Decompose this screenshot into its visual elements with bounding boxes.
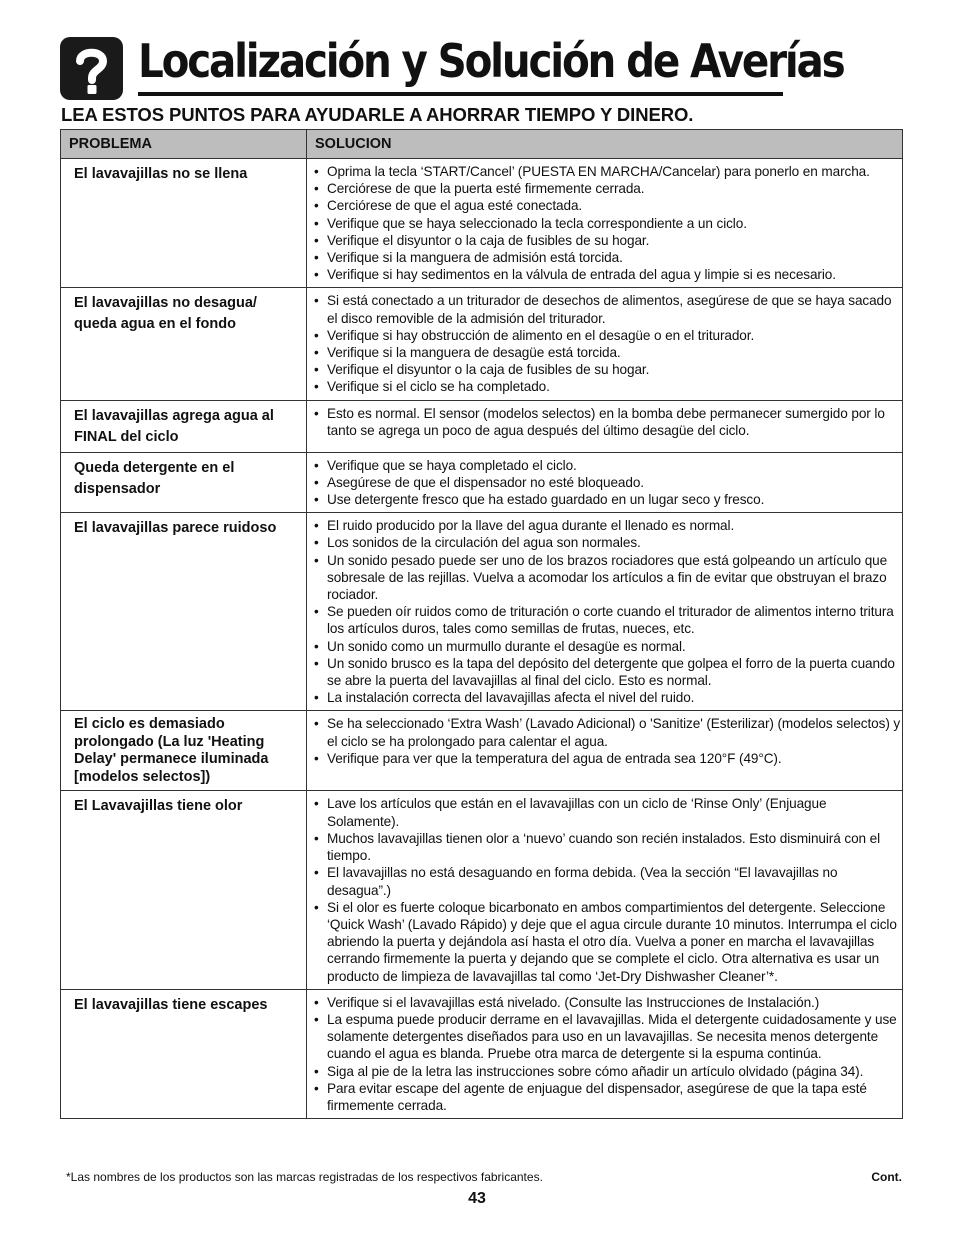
solution-cell [307,711,903,791]
solution-item: • Verifique si el ciclo se ha completado. [313,378,902,395]
solution-list [313,715,902,767]
solution-item: • Use detergente fresco que ha estado guardado en un lugar seco y fresco. [313,491,902,508]
solution-cell [307,513,903,711]
problem-cell: El ciclo es demasiado prolongado (La luz 'Heating Delay' permanece iluminada [modelos selectos]) [61,711,307,791]
solution-item: • Verifique el disyuntor o la caja de fusibles de su hogar. [313,361,902,378]
table-row [61,513,903,711]
solution-item: • Los sonidos de la circulación del agua son normales. [313,534,902,551]
solution-cell [307,791,903,989]
solution-item: • Verifique que se haya seleccionado la tecla correspondiente a un ciclo. [313,215,902,232]
solution-item: • Verifique si el lavavajillas está nivelado. (Consulte las Instrucciones de Instalación.) [313,994,902,1011]
solution-list [313,457,902,509]
solution-list [313,163,902,283]
problem-cell: El lavavajillas no se llena [61,159,307,288]
trademark-footnote: *Las nombres de los productos son las marcas registradas de los respectivos fabricantes. [66,1170,543,1184]
problem-cell: El lavavajillas parece ruidoso [61,513,307,711]
page-number: 43 [468,1190,486,1207]
problem-cell: El lavavajillas agrega agua al FINAL del ciclo [61,400,307,452]
solution-item: • Verifique para ver que la temperatura del agua de entrada sea 120°F (49°C). [313,750,902,767]
table-row [61,791,903,989]
solution-item: • Esto es normal. El sensor (modelos selectos) en la bomba debe permanecer sumergido por lo tanto se agrega un poco de agua después del último desagüe del ciclo. [313,405,902,439]
solution-item: • Se pueden oír ruidos como de trituración o corte cuando el triturador de alimentos interno tritura los artículos duros, tales como semillas de frutas, nueces, etc. [313,603,902,637]
problem-cell: El lavavajillas tiene escapes [61,989,307,1118]
solution-item: • Verifique si hay obstrucción de alimento en el desagüe o en el triturador. [313,327,902,344]
column-header-solution: SOLUCION [307,130,903,159]
solution-list [313,795,902,984]
solution-item: • Cerciórese de que el agua esté conectada. [313,197,902,214]
solution-list [313,994,902,1114]
table-row [61,288,903,400]
solution-item: • La espuma puede producir derrame en el lavavajillas. Mida el detergente cuidadosamente y use solamente detergentes diseñados para uso en un lavavajillas. Se necesita menos detergente cuando el agua es blanda. Pruebe otra marca de detergente si la espuma continúa. [313,1011,902,1063]
solution-cell [307,989,903,1118]
solution-item: • Verifique si la manguera de admisión está torcida. [313,249,902,266]
table-row [61,989,903,1118]
page-title: Localización y Solución de Averías [138,34,844,88]
solution-cell [307,400,903,452]
solution-item: • Siga al pie de la letra las instrucciones sobre cómo añadir un artículo olvidado (página 34). [313,1063,902,1080]
table-row [61,400,903,452]
solution-item: • Verifique si la manguera de desagüe está torcida. [313,344,902,361]
solution-item: • Si el olor es fuerte coloque bicarbonato en ambos compartimientos del detergente. Seleccione ‘Quick Wash’ (Lavado Rápido) y deje que el agua circule durante 10 minutos. Interrumpa el ciclo abriendo la puerta y dejándola así hasta el otro día. Vuelva a poner en marcha el lavavajillas cerrando firmemente la puerta y dejando que se complete el ciclo. Otra alternativa es usar un producto de limpieza de lavavajillas tal como ‘Jet-Dry Dishwasher Cleaner’*. [313,899,902,985]
solution-item: • Verifique si hay sedimentos en la válvula de entrada del agua y limpie si es necesario. [313,266,902,283]
solution-item: • Lave los artículos que están en el lavavajillas con un ciclo de ‘Rinse Only’ (Enjuague Solamente). [313,795,902,829]
solution-item: • Asegúrese de que el dispensador no esté bloqueado. [313,474,902,491]
solution-item: • Verifique el disyuntor o la caja de fusibles de su hogar. [313,232,902,249]
table-row [61,711,903,791]
solution-item: • Oprima la tecla ‘START/Cancel’ (PUESTA EN MARCHA/Cancelar) para ponerlo en marcha. [313,163,902,180]
solution-item: • La instalación correcta del lavavajillas afecta el nivel del ruido. [313,689,902,706]
solution-item: • El lavavajillas no está desaguando en forma debida. (Vea la sección “El lavavajillas no desagua”.) [313,864,902,898]
table-row [61,452,903,513]
solution-item: • Verifique que se haya completado el ciclo. [313,457,902,474]
problem-cell: El Lavavajillas tiene olor [61,791,307,989]
problem-cell: Queda detergente en el dispensador [61,452,307,513]
solution-cell [307,288,903,400]
table-header-row [61,130,903,159]
solution-item: • Un sonido como un murmullo durante el desagüe es normal. [313,638,902,655]
solution-cell [307,452,903,513]
solution-item: • El ruido producido por la llave del agua durante el llenado es normal. [313,517,902,534]
solution-list [313,292,902,395]
solution-item: • Un sonido brusco es la tapa del depósito del detergente que golpea el forro de la puerta cuando se abre la puerta del lavavajillas al final del ciclo. Esto es normal. [313,655,902,689]
troubleshooting-table [60,129,903,1119]
title-underline [138,92,783,96]
solution-list [313,517,902,706]
question-mark-icon [60,37,123,100]
solution-item: • Se ha seleccionado ‘Extra Wash’ (Lavado Adicional) o 'Sanitize' (Esterilizar) (modelos selectos) y el ciclo se ha prolongado para calentar el agua. [313,715,902,749]
page-subtitle: LEA ESTOS PUNTOS PARA AYUDARLE A AHORRAR TIEMPO Y DINERO. [61,104,694,125]
column-header-problem: PROBLEMA [61,130,307,159]
solution-item: • Muchos lavavajillas tienen olor a ‘nuevo’ cuando son recién instalados. Esto disminuirá con el tiempo. [313,830,902,864]
solution-item: • Si está conectado a un triturador de desechos de alimentos, asegúrese de que se haya sacado el disco removible de la admisión del triturador. [313,292,902,326]
solution-cell [307,159,903,288]
page-header [60,34,902,104]
table-row [61,159,903,288]
continued-label: Cont. [871,1170,902,1184]
solution-item: • Para evitar escape del agente de enjuague del dispensador, asegúrese de que la tapa esté firmemente cerrada. [313,1080,902,1114]
solution-list [313,405,902,439]
solution-item: • Cerciórese de que la puerta esté firmemente cerrada. [313,180,902,197]
solution-item: • Un sonido pesado puede ser uno de los brazos rociadores que está golpeando un artículo que sobresale de las rejillas. Vuelva a acomodar los artículos a fin de evitar que obstruyan el brazo rociador. [313,552,902,604]
problem-cell: El lavavajillas no desagua/ queda agua en el fondo [61,288,307,400]
